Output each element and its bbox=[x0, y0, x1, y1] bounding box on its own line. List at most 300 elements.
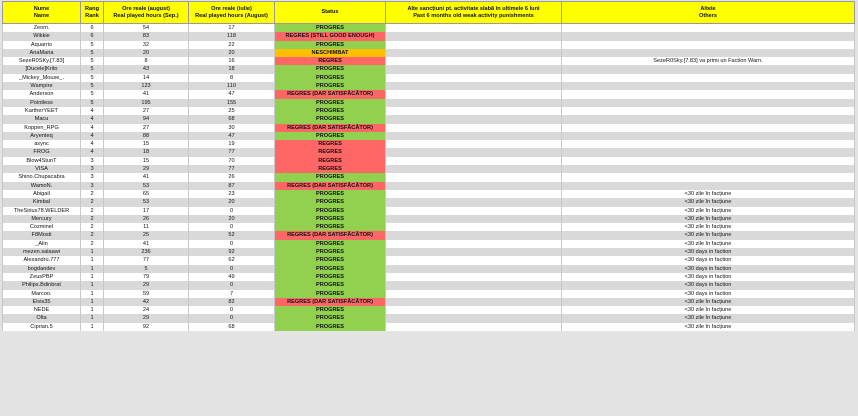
cell-hours-july[interactable]: 20 bbox=[189, 215, 275, 223]
cell-sanctions[interactable] bbox=[386, 24, 562, 33]
cell-hours-july[interactable]: 0 bbox=[189, 207, 275, 215]
table-row bbox=[3, 248, 855, 256]
cell-others[interactable] bbox=[562, 148, 855, 156]
cell-name[interactable]: _Alin bbox=[3, 240, 81, 248]
cell-others[interactable]: <30 zile în facțiune bbox=[562, 223, 855, 231]
cell-sanctions[interactable] bbox=[386, 273, 562, 281]
cell-status[interactable]: PROGRES bbox=[275, 82, 386, 90]
cell-sanctions[interactable] bbox=[386, 215, 562, 223]
cell-name[interactable]: Shino.Chupacabra bbox=[3, 173, 81, 181]
cell-status[interactable]: PROGRES bbox=[275, 265, 386, 273]
cell-sanctions[interactable] bbox=[386, 281, 562, 289]
cell-rank[interactable]: 5 bbox=[81, 99, 104, 107]
cell-others[interactable]: <30 days in faction bbox=[562, 290, 855, 298]
cell-sanctions[interactable] bbox=[386, 74, 562, 82]
cell-name[interactable]: AnaMaria bbox=[3, 49, 81, 57]
cell-rank[interactable]: 5 bbox=[81, 49, 104, 57]
cell-status[interactable]: REGRES bbox=[275, 148, 386, 156]
cell-rank[interactable]: 1 bbox=[81, 265, 104, 273]
cell-others[interactable]: <30 zile în facțiune bbox=[562, 298, 855, 306]
cell-hours-july[interactable]: 19 bbox=[189, 140, 275, 148]
cell-rank[interactable]: 1 bbox=[81, 273, 104, 281]
cell-hours-august[interactable]: 29 bbox=[104, 165, 189, 173]
cell-hours-august[interactable]: 92 bbox=[104, 323, 189, 331]
cell-hours-july[interactable]: 70 bbox=[189, 157, 275, 165]
table-row bbox=[3, 165, 855, 173]
cell-name[interactable]: FROG bbox=[3, 148, 81, 156]
cell-rank[interactable]: 6 bbox=[81, 24, 104, 33]
cell-name[interactable]: SezeR0SKy.[7.83] bbox=[3, 57, 81, 65]
table-row bbox=[3, 256, 855, 264]
table-row bbox=[3, 323, 855, 331]
cell-others[interactable] bbox=[562, 99, 855, 107]
cell-name[interactable]: Olta bbox=[3, 314, 81, 322]
cell-rank[interactable]: 3 bbox=[81, 157, 104, 165]
cell-rank[interactable]: 4 bbox=[81, 132, 104, 140]
cell-name[interactable]: Anderson bbox=[3, 90, 81, 98]
activity-table bbox=[2, 1, 855, 331]
cell-others[interactable]: <30 days in faction bbox=[562, 281, 855, 289]
cell-others[interactable]: <30 zile în facțiune bbox=[562, 323, 855, 331]
cell-status[interactable]: PROGRES bbox=[275, 74, 386, 82]
table-row bbox=[3, 32, 855, 40]
cell-sanctions[interactable] bbox=[386, 57, 562, 65]
col-header-others[interactable]: Altele Others bbox=[562, 2, 855, 24]
cell-status[interactable]: PROGRES bbox=[275, 273, 386, 281]
cell-rank[interactable]: 1 bbox=[81, 281, 104, 289]
cell-sanctions[interactable] bbox=[386, 82, 562, 90]
cell-hours-august[interactable]: 29 bbox=[104, 314, 189, 322]
cell-rank[interactable]: 1 bbox=[81, 323, 104, 331]
cell-hours-july[interactable]: 20 bbox=[189, 198, 275, 206]
cell-name[interactable]: [Ducele]Krito bbox=[3, 65, 81, 73]
cell-name[interactable]: bogdandev bbox=[3, 265, 81, 273]
cell-hours-july[interactable]: 0 bbox=[189, 306, 275, 314]
cell-rank[interactable]: 5 bbox=[81, 41, 104, 49]
cell-hours-july[interactable]: 47 bbox=[189, 90, 275, 98]
cell-status[interactable]: PROGRES bbox=[275, 99, 386, 107]
col-header-rank[interactable]: Rang Rank bbox=[81, 2, 104, 24]
cell-hours-july[interactable]: 23 bbox=[189, 190, 275, 198]
cell-name[interactable]: Aquarrio bbox=[3, 41, 81, 49]
cell-others[interactable]: <30 zile în facțiune bbox=[562, 306, 855, 314]
cell-sanctions[interactable] bbox=[386, 165, 562, 173]
table-row bbox=[3, 82, 855, 90]
cell-hours-august[interactable]: 88 bbox=[104, 132, 189, 140]
cell-rank[interactable]: 1 bbox=[81, 298, 104, 306]
cell-sanctions[interactable] bbox=[386, 198, 562, 206]
cell-others[interactable]: <30 zile în facțiune bbox=[562, 240, 855, 248]
cell-others[interactable] bbox=[562, 115, 855, 123]
cell-hours-july[interactable]: 30 bbox=[189, 124, 275, 132]
cell-others[interactable]: <30 zile în facțiune bbox=[562, 231, 855, 239]
cell-others[interactable]: <30 days in faction bbox=[562, 273, 855, 281]
cell-hours-july[interactable]: 7 bbox=[189, 290, 275, 298]
cell-name[interactable]: mezen.salaawi bbox=[3, 248, 81, 256]
table-row bbox=[3, 41, 855, 49]
cell-sanctions[interactable] bbox=[386, 132, 562, 140]
cell-sanctions[interactable] bbox=[386, 207, 562, 215]
cell-name[interactable]: Macu bbox=[3, 115, 81, 123]
cell-sanctions[interactable] bbox=[386, 157, 562, 165]
cell-sanctions[interactable] bbox=[386, 32, 562, 40]
cell-status[interactable]: REGRES (DAR SATISFĂCĂTOR) bbox=[275, 124, 386, 132]
cell-rank[interactable]: 2 bbox=[81, 240, 104, 248]
cell-others[interactable] bbox=[562, 124, 855, 132]
cell-rank[interactable]: 5 bbox=[81, 74, 104, 82]
table-row bbox=[3, 273, 855, 281]
cell-others[interactable]: <30 days in faction bbox=[562, 248, 855, 256]
cell-sanctions[interactable] bbox=[386, 148, 562, 156]
cell-sanctions[interactable] bbox=[386, 41, 562, 49]
cell-hours-august[interactable]: 20 bbox=[104, 49, 189, 57]
cell-others[interactable] bbox=[562, 90, 855, 98]
cell-status[interactable]: PROGRES bbox=[275, 107, 386, 115]
cell-hours-august[interactable]: 41 bbox=[104, 173, 189, 181]
cell-hours-august[interactable]: 32 bbox=[104, 41, 189, 49]
cell-hours-july[interactable]: 0 bbox=[189, 314, 275, 322]
cell-status[interactable]: PROGRES bbox=[275, 281, 386, 289]
cell-rank[interactable]: 5 bbox=[81, 90, 104, 98]
cell-others[interactable]: SezeR0Sky.[7.83] va primi un Faction Warn. bbox=[562, 57, 855, 65]
cell-hours-july[interactable]: 68 bbox=[189, 323, 275, 331]
cell-hours-july[interactable]: 77 bbox=[189, 148, 275, 156]
cell-hours-august[interactable]: 25 bbox=[104, 231, 189, 239]
cell-sanctions[interactable] bbox=[386, 140, 562, 148]
cell-hours-august[interactable]: 27 bbox=[104, 107, 189, 115]
cell-hours-august[interactable]: 79 bbox=[104, 273, 189, 281]
cell-others[interactable]: <30 days in faction bbox=[562, 265, 855, 273]
cell-sanctions[interactable] bbox=[386, 231, 562, 239]
cell-rank[interactable]: 4 bbox=[81, 107, 104, 115]
cell-others[interactable] bbox=[562, 41, 855, 49]
cell-status[interactable]: PROGRES bbox=[275, 256, 386, 264]
cell-name[interactable]: Ciprian.5 bbox=[3, 323, 81, 331]
cell-hours-july[interactable]: 0 bbox=[189, 281, 275, 289]
cell-name[interactable]: Wampire bbox=[3, 82, 81, 90]
cell-status[interactable]: PROGRES bbox=[275, 24, 386, 33]
cell-hours-august[interactable]: 54 bbox=[104, 24, 189, 33]
cell-sanctions[interactable] bbox=[386, 115, 562, 123]
cell-others[interactable] bbox=[562, 182, 855, 190]
cell-status[interactable]: PROGRES bbox=[275, 240, 386, 248]
cell-status[interactable]: PROGRES bbox=[275, 314, 386, 322]
cell-rank[interactable]: 2 bbox=[81, 231, 104, 239]
cell-hours-august[interactable]: 11 bbox=[104, 223, 189, 231]
cell-hours-july[interactable]: 52 bbox=[189, 231, 275, 239]
cell-hours-august[interactable]: 94 bbox=[104, 115, 189, 123]
cell-name[interactable]: Wikkie bbox=[3, 32, 81, 40]
cell-rank[interactable]: 3 bbox=[81, 182, 104, 190]
cell-hours-august[interactable]: 26 bbox=[104, 215, 189, 223]
cell-hours-july[interactable]: 77 bbox=[189, 165, 275, 173]
cell-rank[interactable]: 4 bbox=[81, 115, 104, 123]
cell-others[interactable] bbox=[562, 107, 855, 115]
cell-hours-august[interactable]: 29 bbox=[104, 281, 189, 289]
cell-rank[interactable]: 4 bbox=[81, 140, 104, 148]
table-row bbox=[3, 148, 855, 156]
cell-status[interactable]: PROGRES bbox=[275, 65, 386, 73]
cell-hours-july[interactable]: 17 bbox=[189, 24, 275, 33]
cell-name[interactable]: Koppen_RPG bbox=[3, 124, 81, 132]
cell-sanctions[interactable] bbox=[386, 107, 562, 115]
cell-name[interactable]: Pointless bbox=[3, 99, 81, 107]
cell-rank[interactable]: 1 bbox=[81, 290, 104, 298]
cell-status[interactable]: REGRES (DAR SATISFĂCĂTOR) bbox=[275, 231, 386, 239]
col-header-name[interactable]: Nume Name bbox=[3, 2, 81, 24]
cell-others[interactable] bbox=[562, 49, 855, 57]
cell-rank[interactable]: 1 bbox=[81, 306, 104, 314]
cell-name[interactable]: Elvis35 bbox=[3, 298, 81, 306]
cell-hours-august[interactable]: 8 bbox=[104, 57, 189, 65]
cell-name[interactable]: ZeusPBP bbox=[3, 273, 81, 281]
cell-rank[interactable]: 1 bbox=[81, 248, 104, 256]
cell-hours-august[interactable]: 15 bbox=[104, 157, 189, 165]
cell-sanctions[interactable] bbox=[386, 49, 562, 57]
table-row bbox=[3, 198, 855, 206]
cell-name[interactable]: Aryenteq bbox=[3, 132, 81, 140]
cell-name[interactable]: _Mickey_Mouse_. bbox=[3, 74, 81, 82]
cell-hours-august[interactable]: 123 bbox=[104, 82, 189, 90]
cell-rank[interactable]: 1 bbox=[81, 256, 104, 264]
cell-hours-july[interactable]: 25 bbox=[189, 107, 275, 115]
cell-name[interactable]: WamoN. bbox=[3, 182, 81, 190]
cell-hours-august[interactable]: 59 bbox=[104, 290, 189, 298]
cell-status[interactable]: PROGRES bbox=[275, 190, 386, 198]
cell-name[interactable]: Kimbal bbox=[3, 198, 81, 206]
table-row bbox=[3, 99, 855, 107]
cell-hours-july[interactable]: 0 bbox=[189, 223, 275, 231]
table-row bbox=[3, 215, 855, 223]
cell-hours-august[interactable]: 14 bbox=[104, 74, 189, 82]
cell-name[interactable]: Zeom. bbox=[3, 24, 81, 33]
table-row bbox=[3, 173, 855, 181]
cell-hours-july[interactable]: 155 bbox=[189, 99, 275, 107]
cell-name[interactable]: async bbox=[3, 140, 81, 148]
cell-sanctions[interactable] bbox=[386, 190, 562, 198]
cell-sanctions[interactable] bbox=[386, 290, 562, 298]
cell-hours-august[interactable]: 18 bbox=[104, 148, 189, 156]
table-row bbox=[3, 298, 855, 306]
cell-rank[interactable]: 5 bbox=[81, 57, 104, 65]
cell-rank[interactable]: 1 bbox=[81, 314, 104, 322]
cell-sanctions[interactable] bbox=[386, 182, 562, 190]
cell-sanctions[interactable] bbox=[386, 173, 562, 181]
cell-rank[interactable]: 2 bbox=[81, 198, 104, 206]
cell-sanctions[interactable] bbox=[386, 90, 562, 98]
cell-hours-july[interactable]: 49 bbox=[189, 273, 275, 281]
cell-hours-july[interactable]: 118 bbox=[189, 32, 275, 40]
cell-name[interactable]: NEDE bbox=[3, 306, 81, 314]
cell-status[interactable]: REGRES (DAR SATISFĂCĂTOR) bbox=[275, 182, 386, 190]
table-row bbox=[3, 157, 855, 165]
cell-rank[interactable]: 6 bbox=[81, 32, 104, 40]
cell-hours-july[interactable]: 92 bbox=[189, 248, 275, 256]
cell-status[interactable]: PROGRES bbox=[275, 215, 386, 223]
cell-status[interactable]: PROGRES bbox=[275, 173, 386, 181]
cell-sanctions[interactable] bbox=[386, 314, 562, 322]
cell-hours-july[interactable]: 18 bbox=[189, 65, 275, 73]
table-row bbox=[3, 115, 855, 123]
cell-rank[interactable]: 3 bbox=[81, 165, 104, 173]
col-header-hours-august[interactable]: Ore reale (august) Real played hours (Sep.) bbox=[104, 2, 189, 24]
cell-hours-august[interactable]: 41 bbox=[104, 240, 189, 248]
cell-hours-july[interactable]: 110 bbox=[189, 82, 275, 90]
cell-others[interactable] bbox=[562, 165, 855, 173]
table-row bbox=[3, 182, 855, 190]
table-row bbox=[3, 107, 855, 115]
cell-rank[interactable]: 2 bbox=[81, 215, 104, 223]
header-row bbox=[3, 2, 855, 24]
cell-name[interactable]: Abigail bbox=[3, 190, 81, 198]
cell-rank[interactable]: 2 bbox=[81, 190, 104, 198]
cell-hours-august[interactable]: 41 bbox=[104, 90, 189, 98]
cell-hours-august[interactable]: 5 bbox=[104, 265, 189, 273]
table-row bbox=[3, 207, 855, 215]
cell-others[interactable]: <30 zile în facțiune bbox=[562, 198, 855, 206]
cell-status[interactable]: REGRES bbox=[275, 140, 386, 148]
cell-others[interactable]: <30 zile în facțiune bbox=[562, 215, 855, 223]
cell-status[interactable]: PROGRES bbox=[275, 248, 386, 256]
table-row bbox=[3, 190, 855, 198]
cell-hours-july[interactable]: 16 bbox=[189, 57, 275, 65]
cell-others[interactable] bbox=[562, 173, 855, 181]
cell-status[interactable]: PROGRES bbox=[275, 198, 386, 206]
table-row bbox=[3, 65, 855, 73]
cell-others[interactable] bbox=[562, 82, 855, 90]
cell-hours-july[interactable]: 22 bbox=[189, 41, 275, 49]
cell-others[interactable] bbox=[562, 157, 855, 165]
cell-status[interactable]: PROGRES bbox=[275, 132, 386, 140]
cell-others[interactable] bbox=[562, 132, 855, 140]
cell-status[interactable]: REGRES bbox=[275, 165, 386, 173]
table-row bbox=[3, 306, 855, 314]
cell-name[interactable]: F8Mosti bbox=[3, 231, 81, 239]
cell-name[interactable]: VISA bbox=[3, 165, 81, 173]
cell-hours-july[interactable]: 26 bbox=[189, 173, 275, 181]
table-row bbox=[3, 240, 855, 248]
cell-status[interactable]: REGRES (STILL GOOD ENOUGH) bbox=[275, 32, 386, 40]
cell-status[interactable]: NESCHIMBAT bbox=[275, 49, 386, 57]
table-row bbox=[3, 132, 855, 140]
cell-hours-july[interactable]: 47 bbox=[189, 132, 275, 140]
table-row bbox=[3, 281, 855, 289]
col-header-sanctions[interactable]: Alte sancțiuni pt. activitate slabă în ultimele 6 luni Past 6 months old weak activity punishments bbox=[386, 2, 562, 24]
cell-hours-august[interactable]: 27 bbox=[104, 124, 189, 132]
cell-sanctions[interactable] bbox=[386, 65, 562, 73]
cell-sanctions[interactable] bbox=[386, 248, 562, 256]
cell-sanctions[interactable] bbox=[386, 223, 562, 231]
cell-name[interactable]: Alexandru.777 bbox=[3, 256, 81, 264]
cell-name[interactable]: Marcoo. bbox=[3, 290, 81, 298]
cell-name[interactable]: Blow4StunT bbox=[3, 157, 81, 165]
cell-others[interactable]: <30 zile în facțiune bbox=[562, 207, 855, 215]
cell-sanctions[interactable] bbox=[386, 124, 562, 132]
col-header-hours-july[interactable]: Ore reale (iulie) Real played hours (August) bbox=[189, 2, 275, 24]
table-row bbox=[3, 57, 855, 65]
cell-others[interactable] bbox=[562, 140, 855, 148]
cell-rank[interactable]: 4 bbox=[81, 124, 104, 132]
cell-status[interactable]: PROGRES bbox=[275, 323, 386, 331]
cell-status[interactable]: PROGRES bbox=[275, 223, 386, 231]
cell-status[interactable]: REGRES (DAR SATISFĂCĂTOR) bbox=[275, 90, 386, 98]
cell-name[interactable]: Cozminel bbox=[3, 223, 81, 231]
cell-hours-august[interactable]: 236 bbox=[104, 248, 189, 256]
cell-rank[interactable]: 4 bbox=[81, 148, 104, 156]
table-row bbox=[3, 140, 855, 148]
cell-others[interactable] bbox=[562, 32, 855, 40]
cell-sanctions[interactable] bbox=[386, 298, 562, 306]
cell-status[interactable]: REGRES bbox=[275, 57, 386, 65]
cell-others[interactable]: <30 days in faction bbox=[562, 256, 855, 264]
cell-hours-august[interactable]: 43 bbox=[104, 65, 189, 73]
cell-hours-august[interactable]: 53 bbox=[104, 182, 189, 190]
cell-sanctions[interactable] bbox=[386, 265, 562, 273]
cell-sanctions[interactable] bbox=[386, 240, 562, 248]
cell-sanctions[interactable] bbox=[386, 99, 562, 107]
cell-hours-august[interactable]: 42 bbox=[104, 298, 189, 306]
cell-rank[interactable]: 5 bbox=[81, 65, 104, 73]
cell-name[interactable]: Mercury bbox=[3, 215, 81, 223]
cell-hours-july[interactable]: 20 bbox=[189, 49, 275, 57]
cell-hours-july[interactable]: 8 bbox=[189, 74, 275, 82]
cell-sanctions[interactable] bbox=[386, 323, 562, 331]
cell-hours-july[interactable]: 82 bbox=[189, 298, 275, 306]
cell-rank[interactable]: 2 bbox=[81, 223, 104, 231]
table-row bbox=[3, 49, 855, 57]
table-row bbox=[3, 223, 855, 231]
cell-hours-august[interactable]: 17 bbox=[104, 207, 189, 215]
cell-name[interactable]: KartherYEET bbox=[3, 107, 81, 115]
cell-hours-august[interactable]: 15 bbox=[104, 140, 189, 148]
cell-hours-july[interactable]: 0 bbox=[189, 240, 275, 248]
cell-hours-august[interactable]: 53 bbox=[104, 198, 189, 206]
cell-hours-august[interactable]: 65 bbox=[104, 190, 189, 198]
cell-others[interactable] bbox=[562, 24, 855, 33]
cell-status[interactable]: REGRES (DAR SATISFĂCĂTOR) bbox=[275, 298, 386, 306]
cell-status[interactable]: PROGRES bbox=[275, 306, 386, 314]
cell-sanctions[interactable] bbox=[386, 256, 562, 264]
table-row bbox=[3, 24, 855, 33]
cell-hours-august[interactable]: 195 bbox=[104, 99, 189, 107]
col-header-status[interactable]: Status bbox=[275, 2, 386, 24]
cell-name[interactable]: TheSirius78.WELDER bbox=[3, 207, 81, 215]
cell-others[interactable]: <30 zile în facțiune bbox=[562, 314, 855, 322]
table-row bbox=[3, 231, 855, 239]
cell-rank[interactable]: 5 bbox=[81, 82, 104, 90]
cell-hours-july[interactable]: 68 bbox=[189, 115, 275, 123]
cell-name[interactable]: Philips.Bdinbrat bbox=[3, 281, 81, 289]
cell-hours-august[interactable]: 77 bbox=[104, 256, 189, 264]
cell-others[interactable] bbox=[562, 74, 855, 82]
cell-hours-july[interactable]: 0 bbox=[189, 265, 275, 273]
table-row bbox=[3, 124, 855, 132]
cell-status[interactable]: PROGRES bbox=[275, 207, 386, 215]
cell-hours-august[interactable]: 24 bbox=[104, 306, 189, 314]
cell-hours-august[interactable]: 83 bbox=[104, 32, 189, 40]
cell-others[interactable] bbox=[562, 65, 855, 73]
cell-rank[interactable]: 2 bbox=[81, 207, 104, 215]
cell-rank[interactable]: 3 bbox=[81, 173, 104, 181]
cell-hours-july[interactable]: 62 bbox=[189, 256, 275, 264]
cell-status[interactable]: PROGRES bbox=[275, 115, 386, 123]
cell-status[interactable]: PROGRES bbox=[275, 41, 386, 49]
cell-status[interactable]: REGRES bbox=[275, 157, 386, 165]
cell-others[interactable]: <30 zile în facțiune bbox=[562, 190, 855, 198]
cell-sanctions[interactable] bbox=[386, 306, 562, 314]
cell-hours-july[interactable]: 87 bbox=[189, 182, 275, 190]
cell-status[interactable]: PROGRES bbox=[275, 290, 386, 298]
